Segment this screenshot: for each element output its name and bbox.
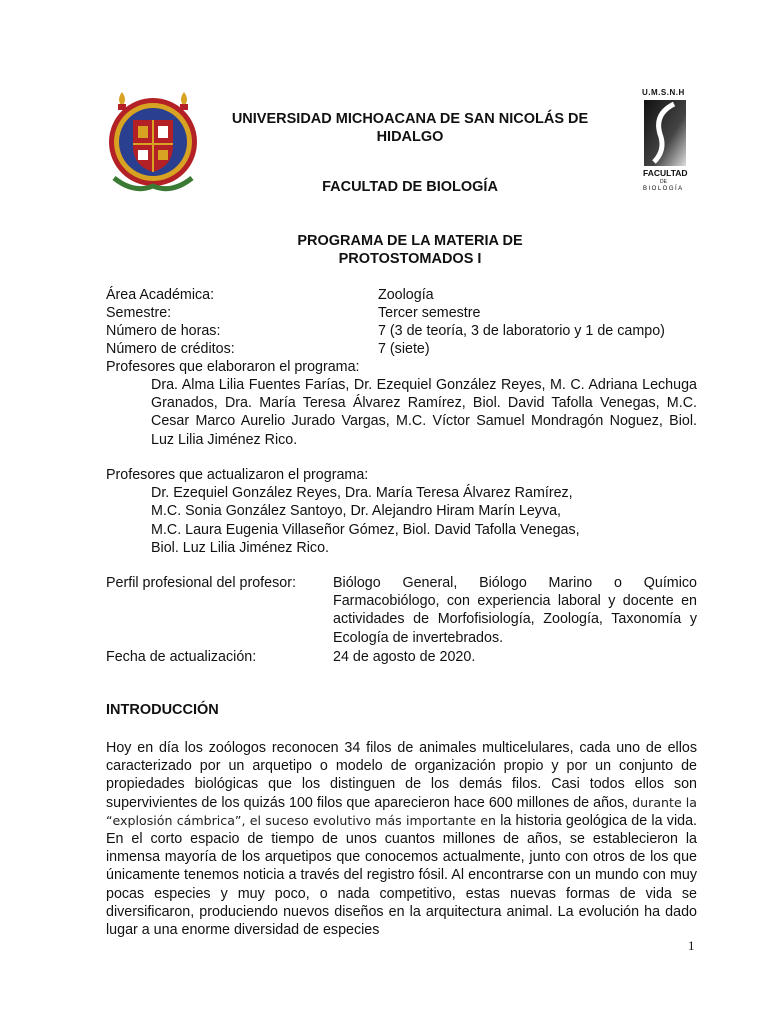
credits-label: Número de créditos: (106, 341, 235, 357)
profile-value-block (333, 574, 697, 647)
authors-label: Profesores que elaboraron el programa: (106, 359, 360, 375)
profile-label: Perfil profesional del profesor: (106, 575, 296, 591)
introduction-body (106, 739, 697, 939)
logo-de-text: DE (660, 179, 667, 185)
semester-value: Tercer semestre (378, 305, 481, 321)
intro-text-mid: durante la “explosión cámbrica”, el suceso evolutivo más importante en (106, 794, 697, 828)
university-seal-icon (104, 88, 202, 196)
introduction-heading: INTRODUCCIÓN (106, 702, 219, 718)
updaters-line: Biol. Luz Lilia Jiménez Rico. (151, 540, 329, 557)
university-name-line1: UNIVERSIDAD MICHOACANA DE SAN NICOLÁS DE (231, 111, 589, 127)
intro-text-end: la historia geológica de la vida. En el corto espacio de tiempo de unos cuantos millones de años, se establecieron la inmensa mayoría de los arquetipos que conocemos actualmente, junto con otros de los que únicamente tenemos noticia a través del registro fósil. Al encontrarse con un mundo con muy pocas especies y muy poco, o nada competitivo, estas nuevas formas de vida se diversificaron, produciendo nuevos diseños en la arquitectura animal. La evolución ha dado lugar a una enorme diversidad de especies (106, 812, 697, 939)
profile-value: Biólogo General, Biólogo Marino o Químico Farmacobiólogo, con experiencia laboral y docente en actividades de Morfofisiología, Zoología, Taxonomía y Ecología de invertebrados. (333, 575, 697, 646)
updaters-list (151, 484, 580, 558)
university-name (200, 110, 620, 146)
hours-value: 7 (3 de teoría, 3 de laboratorio y 1 de campo) (378, 323, 665, 339)
page-number: 1 (688, 938, 695, 953)
logo-umsnh-text: U.M.S.N.H (642, 88, 685, 97)
program-title-line2: PROTOSTOMADOS I (338, 251, 482, 267)
updaters-line: Dr. Ezequiel González Reyes, Dra. María Teresa Álvarez Ramírez, (151, 485, 573, 501)
intro-text-start: Hoy en día los zoólogos reconocen 34 filos de animales multicelulares, cada uno de ellos caracterizado por un arquetipo o modelo de organización propio y por un conjunto de propiedades biológicas que los distinguen de los demás filos. Casi todos ellos son supervivientes de los quizás 100 filos que aparecieron hace 600 millones de años, (106, 740, 697, 811)
semester-label: Semestre: (106, 305, 172, 321)
logo-biologia-text: BIOLOGÍA (643, 186, 684, 192)
updaters-line: M.C. Laura Eugenia Villaseñor Gómez, Biol. David Tafolla Venegas, (151, 521, 580, 538)
update-date-label: Fecha de actualización: (106, 649, 257, 665)
updaters-label: Profesores que actualizaron el programa: (106, 467, 369, 483)
faculty-emblem-icon (644, 100, 686, 166)
logo-facultad-text: FACULTAD (643, 168, 688, 178)
updaters-line: M.C. Sonia González Santoyo, Dr. Alejandro Hiram Marín Leyva, (151, 503, 562, 520)
credits-value: 7 (siete) (378, 341, 430, 357)
update-date-value: 24 de agosto de 2020. (333, 649, 476, 665)
faculty-logo (636, 88, 692, 194)
area-value: Zoología (378, 287, 434, 303)
program-title (200, 232, 620, 268)
hours-label: Número de horas: (106, 323, 221, 339)
program-title-line1: PROGRAMA DE LA MATERIA DE (297, 233, 523, 249)
authors-text: Dra. Alma Lilia Fuentes Farías, Dr. Ezequiel González Reyes, M. C. Adriana Lechuga Granados, Dra. María Teresa Álvarez Ramírez, Biol. David Tafolla Venegas, M.C. Cesar Marco Aurelio Jurado Vargas, M.C. Víctor Samuel Mondragón Noguez, Biol. Luz Lilia Jiménez Rico. (151, 377, 697, 448)
authors-list (151, 376, 697, 449)
area-label: Área Académica: (106, 287, 215, 303)
university-name-line2: HIDALGO (376, 129, 444, 145)
faculty-name: FACULTAD DE BIOLOGÍA (322, 179, 498, 195)
